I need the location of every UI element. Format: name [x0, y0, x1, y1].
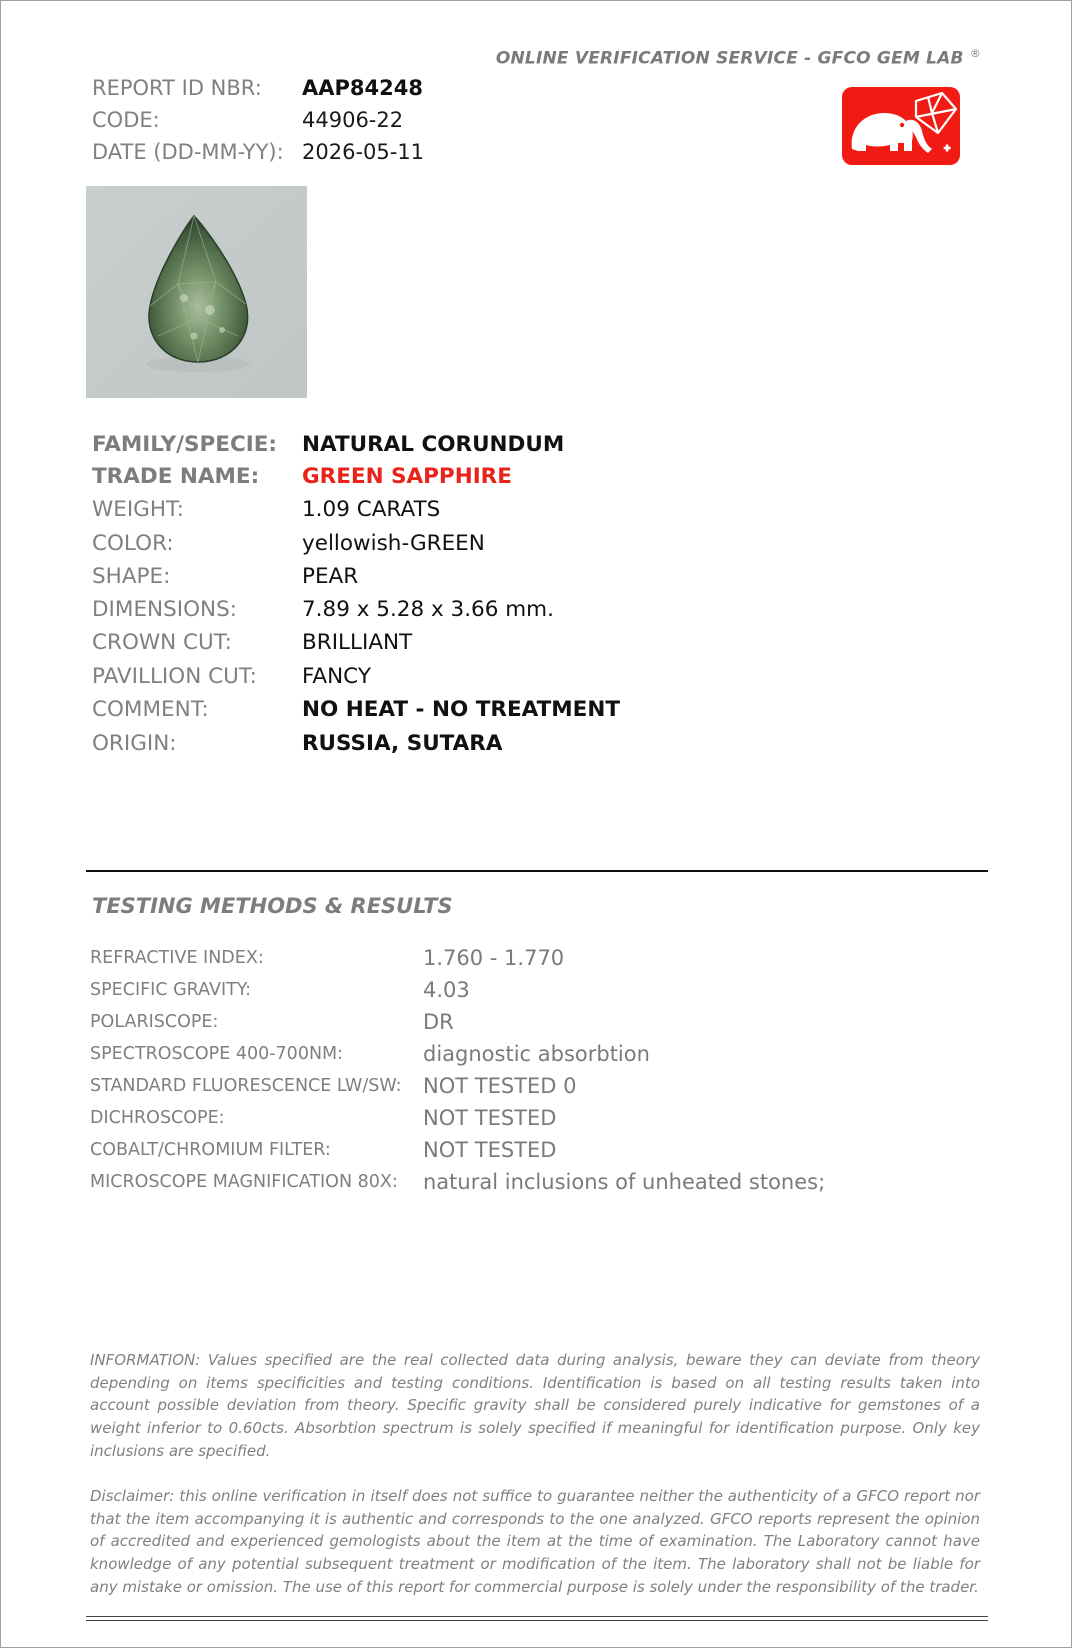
- code-value: 44906-22: [302, 108, 404, 132]
- family-value: NATURAL CORUNDUM: [302, 432, 565, 457]
- footer-rule-bottom: [86, 1620, 988, 1621]
- comment-label: COMMENT:: [92, 697, 209, 722]
- pear-gemstone-image: [86, 186, 307, 398]
- dimensions-label: DIMENSIONS:: [92, 597, 237, 622]
- code-label: CODE:: [92, 108, 160, 132]
- registered-mark: ®: [969, 47, 981, 60]
- footer-rule-top: [86, 1616, 988, 1617]
- dimensions-value: 7.89 x 5.28 x 3.66 mm.: [302, 597, 554, 622]
- disclaimer-paragraph: Disclaimer: this online verification in itself does not suffice to guarantee neither the authenticity of a GFCO report nor that the item accompanying it is authentic and corresponds to the one analyzed. GFCO reports represent the opinion of accredited and experienced gemologists about the item at the time of examination. The Laboratory cannot have knowledge of any potential subsequent treatment or modification of the item. The laboratory shall not be liable for any mistake or omission. The use of this report for commercial purpose is solely under the responsibility of the trader.: [90, 1487, 980, 1596]
- specific-gravity-value: 4.03: [423, 978, 470, 1002]
- shape-label: SHAPE:: [92, 564, 171, 589]
- gemstone-photo: [86, 186, 307, 398]
- spectroscope-value: diagnostic absorbtion: [423, 1042, 650, 1066]
- dichroscope-label: DICHROSCOPE:: [90, 1108, 225, 1128]
- spectroscope-label: SPECTROSCOPE 400-700NM:: [90, 1044, 344, 1064]
- weight-value: 1.09 CARATS: [302, 497, 441, 522]
- trade-name-value: GREEN SAPPHIRE: [302, 464, 512, 489]
- color-label: COLOR:: [92, 531, 174, 556]
- refractive-index-value: 1.760 - 1.770: [423, 946, 565, 970]
- date-label: DATE (DD-MM-YY):: [92, 140, 284, 164]
- weight-label: WEIGHT:: [92, 497, 185, 522]
- color-value: yellowish-GREEN: [302, 531, 485, 556]
- polariscope-value: DR: [423, 1010, 454, 1034]
- pavillion-cut-value: FANCY: [302, 664, 371, 689]
- elephant-diamond-icon: [842, 87, 960, 165]
- microscope-label: MICROSCOPE MAGNIFICATION 80X:: [90, 1172, 398, 1192]
- comment-value: NO HEAT - NO TREATMENT: [302, 697, 621, 722]
- crown-cut-value: BRILLIANT: [302, 630, 413, 655]
- pavillion-cut-label: PAVILLION CUT:: [92, 664, 257, 689]
- origin-value: RUSSIA, SUTARA: [302, 731, 503, 756]
- shape-value: PEAR: [302, 564, 359, 589]
- fluorescence-label: STANDARD FLUORESCENCE LW/SW:: [90, 1076, 402, 1096]
- polariscope-label: POLARISCOPE:: [90, 1012, 219, 1032]
- specific-gravity-label: SPECIFIC GRAVITY:: [90, 980, 252, 1000]
- section-divider: [86, 870, 988, 872]
- crown-cut-label: CROWN CUT:: [92, 630, 232, 655]
- information-paragraph: INFORMATION: Values specified are the real collected data during analysis, beware they can deviate from theory depending on items specificities and testing conditions. Identification is based on all testing results taken into account possible deviation from theory. Specific gravity shall be considered purely indicative for gemstones of a weight inferior to 0.60cts. Absorbtion spectrum is solely specified if meaningful for identification purpose. Only key inclusions are specified.: [90, 1351, 980, 1460]
- date-value: 2026-05-11: [302, 140, 425, 164]
- microscope-value: natural inclusions of unheated stones;: [423, 1170, 826, 1194]
- fluorescence-value: NOT TESTED 0: [423, 1074, 577, 1098]
- cobalt-filter-value: NOT TESTED: [423, 1138, 557, 1162]
- cobalt-filter-label: COBALT/CHROMIUM FILTER:: [90, 1140, 331, 1160]
- origin-label: ORIGIN:: [92, 731, 177, 756]
- dichroscope-value: NOT TESTED: [423, 1106, 557, 1130]
- gfco-logo: [842, 87, 960, 165]
- family-label: FAMILY/SPECIE:: [92, 432, 278, 457]
- report-id-label: REPORT ID NBR:: [92, 76, 262, 100]
- verification-service-title: ONLINE VERIFICATION SERVICE - GFCO GEM LAB ®: [495, 47, 981, 69]
- refractive-index-label: REFRACTIVE INDEX:: [90, 948, 264, 968]
- testing-section-title: TESTING METHODS & RESULTS: [92, 894, 453, 918]
- report-id-value: AAP84248: [302, 76, 423, 100]
- trade-name-label: TRADE NAME:: [92, 464, 260, 489]
